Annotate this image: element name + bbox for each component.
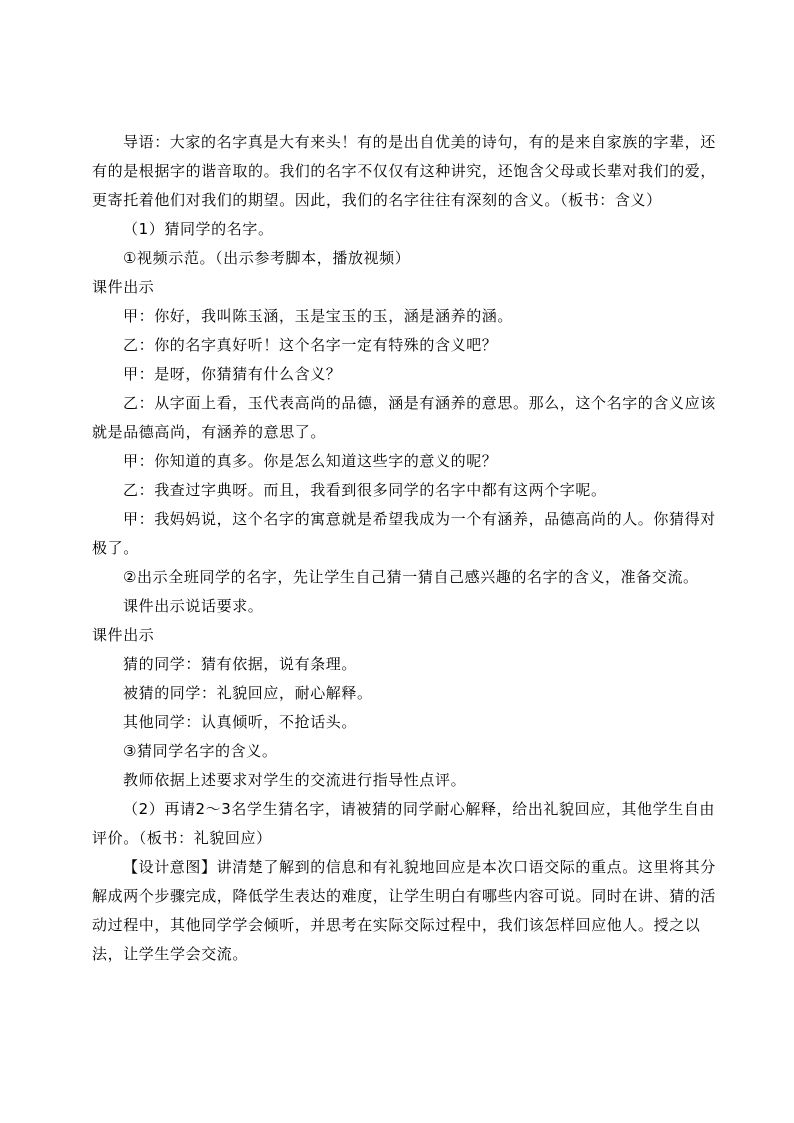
dialogue-line: 甲：是呀，你猜猜有什么含义？ <box>123 365 342 383</box>
intro-paragraph: 导语：大家的名字真是大有来头！有的是出自优美的诗句，有的是来自家族的字辈，还有的是根据字的谐音取的。我们的名字不仅仅有这种讲究，还饱含父母或长辈对我们的爱，更寄托着他们对我们的期望。因此，我们的名字往往有深刻的含义。（板书：含义） <box>92 133 717 209</box>
class-names-paragraph: ②出示全班同学的名字，先让学生自己猜一猜自己感兴趣的名字的含义，准备交流。 <box>123 568 699 586</box>
step-2-paragraph: （2）再请2～3名学生猜名字，请被猜的同学耐心解释，给出礼貌回应，其他学生自由评价。（板书：礼貌回应） <box>92 800 716 847</box>
courseware-label: 课件出示 <box>92 626 155 644</box>
design-intent-paragraph: 【设计意图】讲清楚了解到的信息和有礼貌地回应是本次口语交际的重点。这里将其分解成两个步骤完成，降低学生表达的难度，让学生明白有哪些内容可说。同时在讲、猜的活动过程中，其他同学学会倾听，并思考在实际交际过程中，我们该怎样回应他人。授之以法，让学生学会交流。 <box>92 858 717 963</box>
video-demo-paragraph: ①视频示范。（出示参考脚本，播放视频） <box>123 249 411 267</box>
dialogue-line: 乙：你的名字真好听！这个名字一定有特殊的含义吧？ <box>123 336 498 354</box>
dialogue-line: 乙：我查过字典呀。而且，我看到很多同学的名字中都有这两个字呢。 <box>123 481 607 499</box>
courseware-label: 课件出示 <box>92 278 155 296</box>
requirement-item: 其他同学：认真倾听，不抢话头。 <box>123 713 358 731</box>
document-body <box>92 128 718 969</box>
dialogue-line: 甲：你知道的真多。你是怎么知道这些字的意义的呢？ <box>123 452 498 470</box>
requirement-item: 被猜的同学：礼貌回应，耐心解释。 <box>123 684 373 702</box>
dialogue-line: 甲：你好，我叫陈玉涵，玉是宝玉的玉，涵是涵养的涵。 <box>123 307 514 325</box>
teacher-comment-paragraph: 教师依据上述要求对学生的交流进行指导性点评。 <box>123 771 467 789</box>
dialogue-line: 甲：我妈妈说，这个名字的寓意就是希望我成为一个有涵养，品德高尚的人。你猜得对极了。 <box>92 510 716 557</box>
requirement-item: 猜的同学：猜有依据，说有条理。 <box>123 655 358 673</box>
guess-meaning-paragraph: ③猜同学名字的含义。 <box>123 742 278 760</box>
speaking-requirements-intro: 课件出示说话要求。 <box>123 597 264 615</box>
dialogue-line: 乙：从字面上看，玉代表高尚的品德，涵是有涵养的意思。那么，这个名字的含义应该就是品德高尚，有涵养的意思了。 <box>92 394 716 441</box>
step-1-heading: （1）猜同学的名字。 <box>123 220 274 238</box>
